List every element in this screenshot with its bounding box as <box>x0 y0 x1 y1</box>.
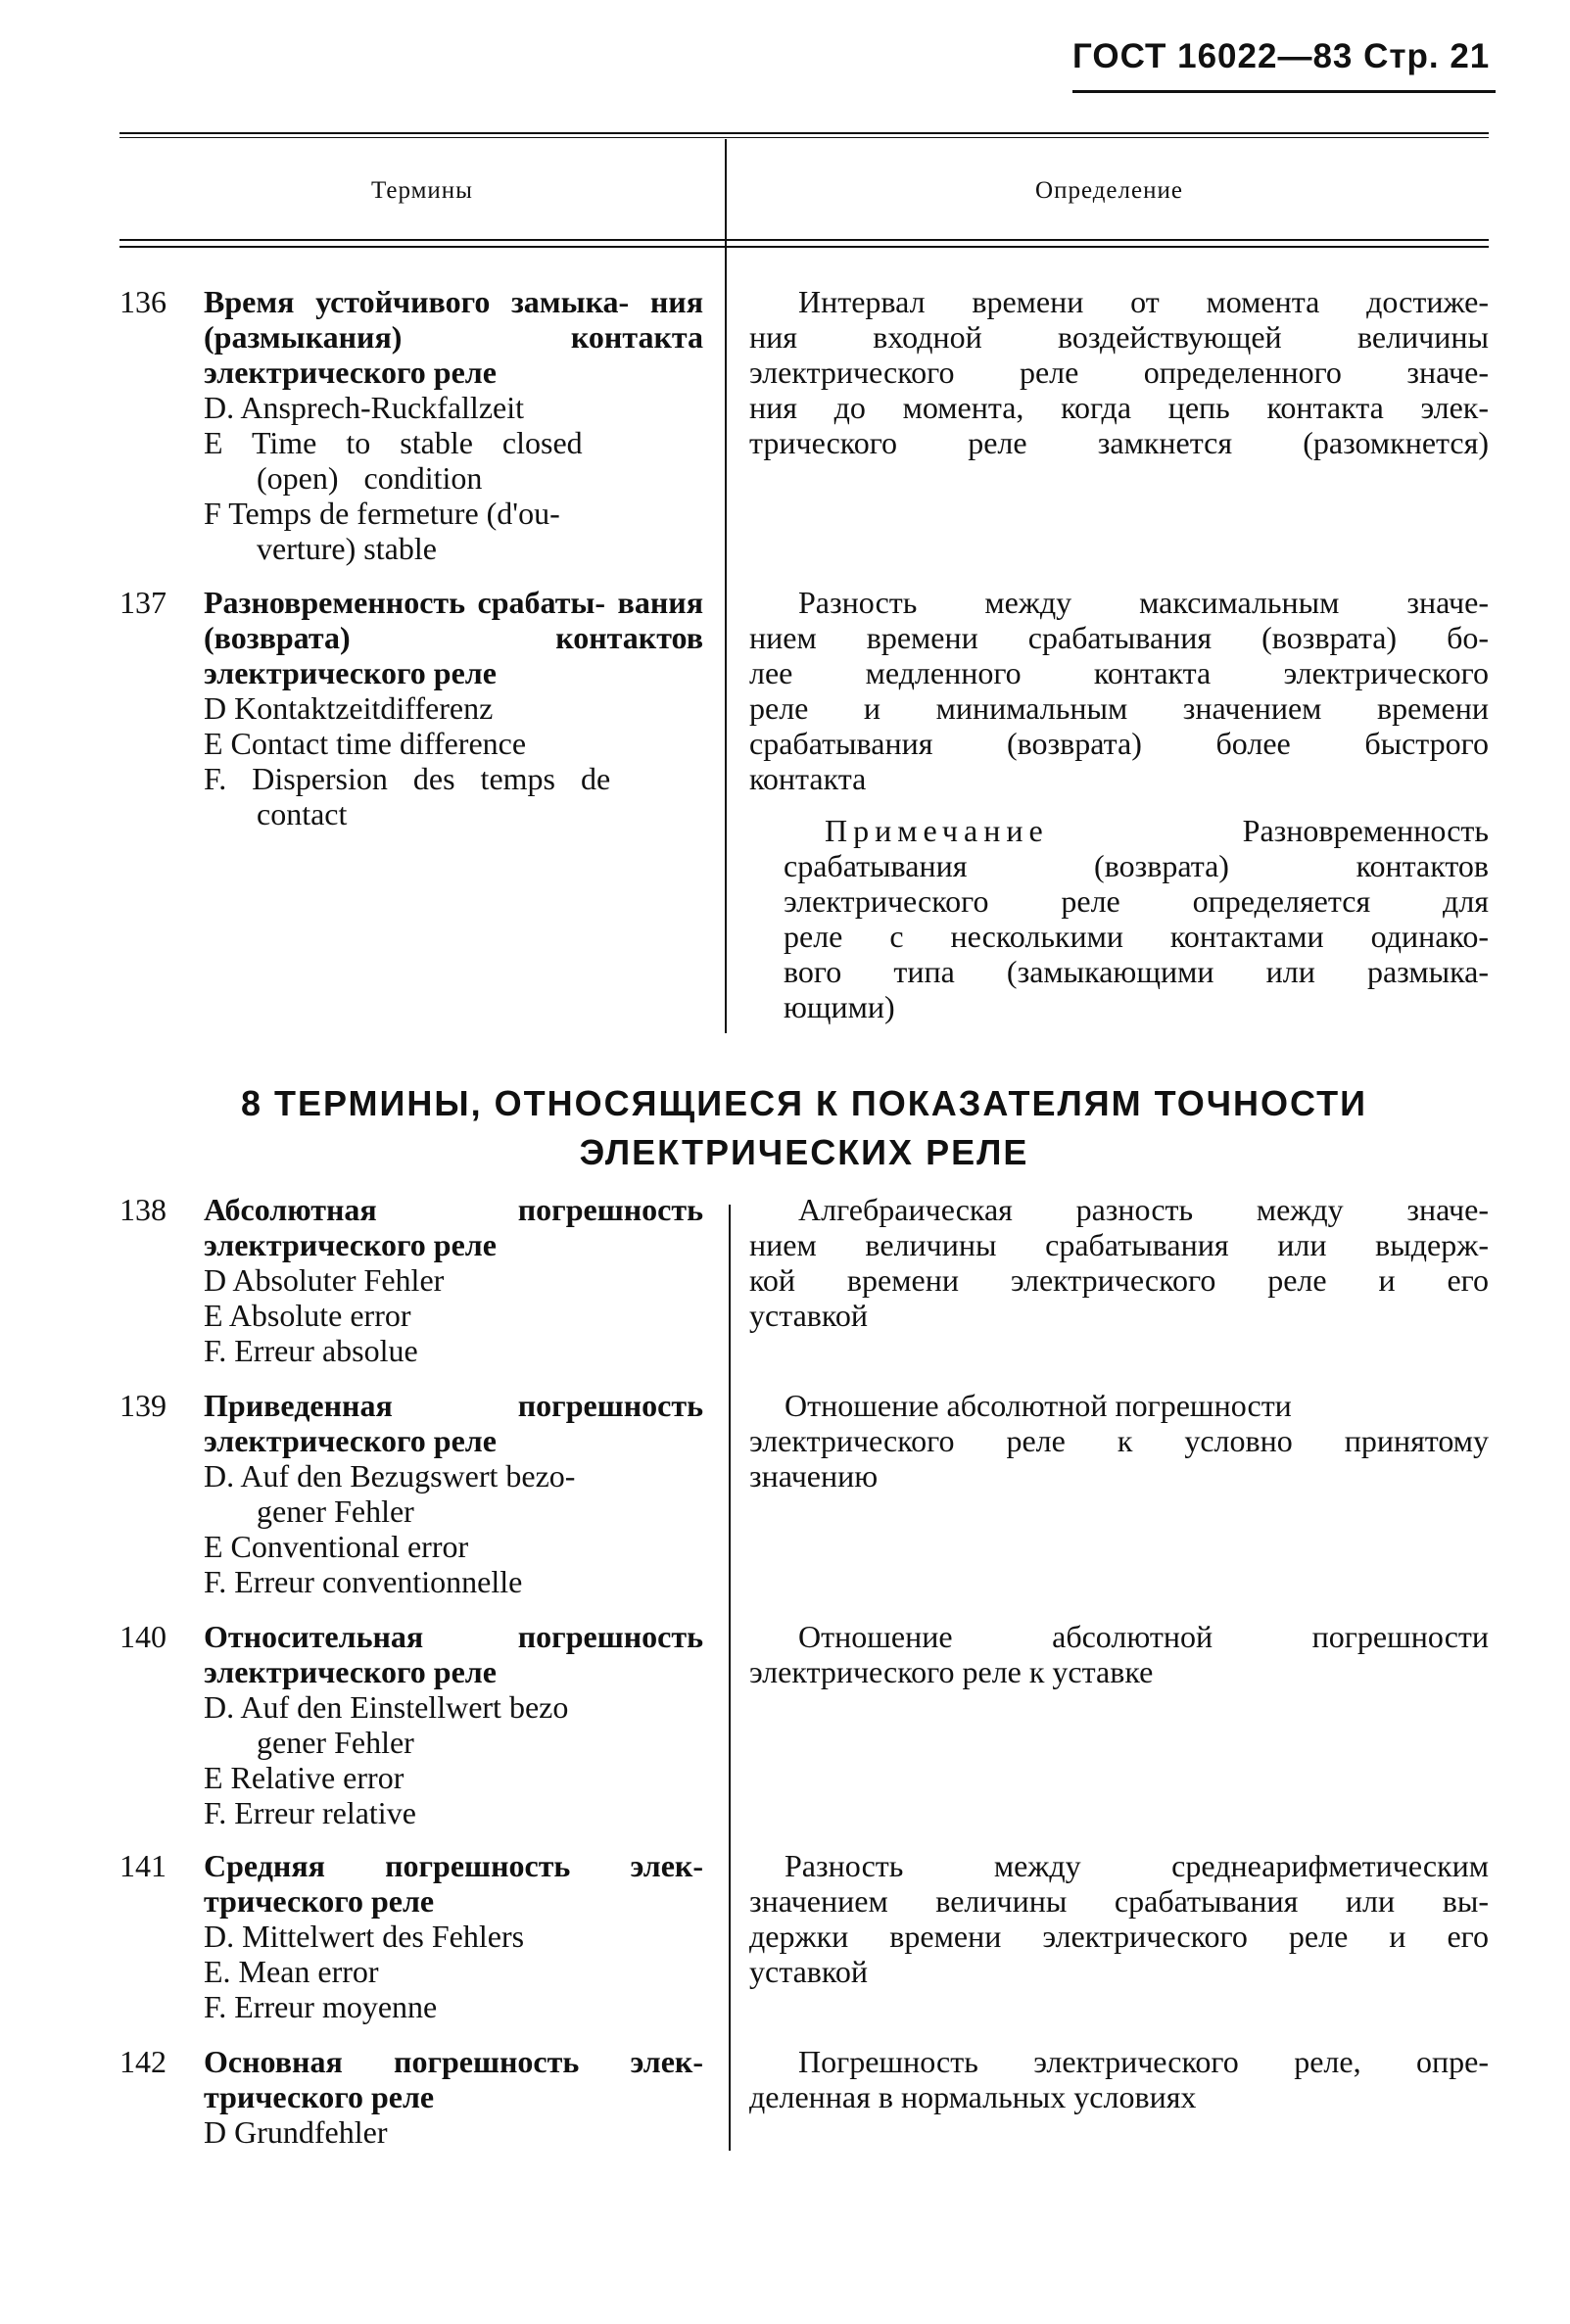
term-number: 138 <box>119 1192 167 1227</box>
term-equivalent-en: E Time to stable closed <box>204 425 583 460</box>
term-136 <box>119 284 703 566</box>
term-equivalent-de: D Absoluter Fehler <box>204 1262 445 1298</box>
term-equivalent-de: D. Auf den Bezugswert bezo- <box>204 1458 576 1494</box>
term-equivalent-en-cont: (open) condition <box>257 460 483 496</box>
term-equivalent-en: E. Mean error <box>204 1954 379 1989</box>
term-name-ru: Средняя погрешность элек- трического реле <box>204 1848 703 1919</box>
term-name-ru: Абсолютная погрешность электрического реле <box>204 1192 703 1262</box>
term-equivalent-fr: F. Erreur relative <box>204 1795 416 1830</box>
definition-141: Разность между среднеарифметическим значением величины срабатывания или вы- держки времени электрического реле и его уставкой <box>749 1848 1489 1989</box>
term-equivalent-en: E Conventional error <box>204 1529 469 1564</box>
term-equivalents <box>204 1689 703 1830</box>
term-name-ru: Приведенная погрешность электрического реле <box>204 1388 703 1458</box>
page-header-title: ГОСТ 16022—83 Стр. 21 <box>1072 37 1491 75</box>
table-top-rule <box>119 132 1489 134</box>
column-header-terms: Термины <box>371 177 473 204</box>
definition-140: Отношение абсолютной погрешности электрического реле к уставке <box>749 1619 1489 1689</box>
term-equivalents <box>204 1919 703 2024</box>
term-137 <box>119 585 703 831</box>
definition-137: Разность между максимальным значе- нием времени срабатывания (возврата) бо- лее медленного контакта электрического реле и минимальным значением времени срабатывания (возврата) более быстрого контакта <box>749 585 1489 796</box>
term-equivalents <box>204 690 703 831</box>
term-139 <box>119 1388 703 1599</box>
term-equivalent-de-cont: gener Fehler <box>257 1725 414 1760</box>
term-number: 137 <box>119 585 167 620</box>
definition-138: Алгебраическая разность между значе- нием величины срабатывания или выдерж- кой времени электрического реле и его уставкой <box>749 1192 1489 1333</box>
term-equivalents <box>204 390 703 566</box>
term-equivalent-de-cont: gener Fehler <box>257 1494 414 1529</box>
term-equivalent-en: E Relative error <box>204 1760 404 1795</box>
term-name-ru: Основная погрешность элек- трического реле <box>204 2044 703 2114</box>
term-141 <box>119 1848 703 2024</box>
term-number: 141 <box>119 1848 167 1883</box>
term-number: 136 <box>119 284 167 319</box>
note-label: Примечание <box>825 813 1049 848</box>
term-142 <box>119 2044 703 2150</box>
table-top-rule-thin <box>119 137 1489 138</box>
term-equivalent-de: D. Ansprech-Ruckfallzeit <box>204 390 524 425</box>
term-equivalents <box>204 1262 703 1368</box>
section-heading: 8 ТЕРМИНЫ, ОТНОСЯЩИЕСЯ К ПОКАЗАТЕЛЯМ ТОЧНОСТИ ЭЛЕКТРИЧЕСКИХ РЕЛЕ <box>240 1083 1368 1172</box>
term-number: 139 <box>119 1388 167 1423</box>
column-divider-upper <box>725 139 727 1033</box>
term-equivalent-fr: F Temps de fermeture (d'ou- <box>204 496 560 531</box>
term-equivalents <box>204 1458 703 1599</box>
term-equivalent-fr-cont: contact <box>257 796 348 831</box>
term-equivalent-fr: F. Erreur conventionnelle <box>204 1564 523 1599</box>
definition-142: Погрешность электрического реле, опре- деленная в нормальных условиях <box>749 2044 1489 2114</box>
term-equivalent-en: E Absolute error <box>204 1298 411 1333</box>
term-name-ru: Относительная погрешность электрического реле <box>204 1619 703 1689</box>
term-140 <box>119 1619 703 1830</box>
definition-139: Отношение абсолютной погрешности электрического реле к условно принятому значению <box>749 1388 1489 1494</box>
definition-136: Интервал времени от момента достиже- ния входной воздействующей величины электрического реле определенного значе- ния до момента, когда цепь контакта элек- трического реле замкнется (разомкнется) <box>749 284 1489 460</box>
term-number: 142 <box>119 2044 167 2079</box>
term-name-ru: Разновременность срабаты- вания (возврата) контактов электрического реле <box>204 585 704 690</box>
term-equivalent-fr: F. Dispersion des temps de <box>204 761 611 796</box>
header-underline <box>1072 90 1496 93</box>
term-equivalent-fr: F. Erreur absolue <box>204 1333 418 1368</box>
header-bottom-rule-second <box>119 246 1489 248</box>
column-divider-lower <box>729 1205 731 2151</box>
note-137: Примечание Разновременность срабатывания (возврата) контактов электрического реле определяется для реле с несколькими контактами одинако- вого типа (замыкающими или размыка- ющими) <box>784 813 1489 1024</box>
term-number: 140 <box>119 1619 167 1654</box>
term-138 <box>119 1192 703 1368</box>
term-name-ru: Время устойчивого замыка- ния (размыкания) контакта электрического реле <box>204 284 703 390</box>
column-header-definition: Определение <box>1035 177 1183 204</box>
term-equivalent-de: D Kontaktzeitdifferenz <box>204 690 494 726</box>
term-equivalent-fr: F. Erreur moyenne <box>204 1989 438 2024</box>
term-equivalent-de: D Grundfehler <box>204 2114 388 2150</box>
term-equivalent-en: E Contact time difference <box>204 726 527 761</box>
term-equivalent-de: D. Mittelwert des Fehlers <box>204 1919 525 1954</box>
term-equivalent-de: D. Auf den Einstellwert bezo <box>204 1689 569 1725</box>
term-equivalents <box>204 2114 703 2150</box>
term-equivalent-fr-cont: verture) stable <box>257 531 437 566</box>
header-bottom-rule <box>119 239 1489 241</box>
